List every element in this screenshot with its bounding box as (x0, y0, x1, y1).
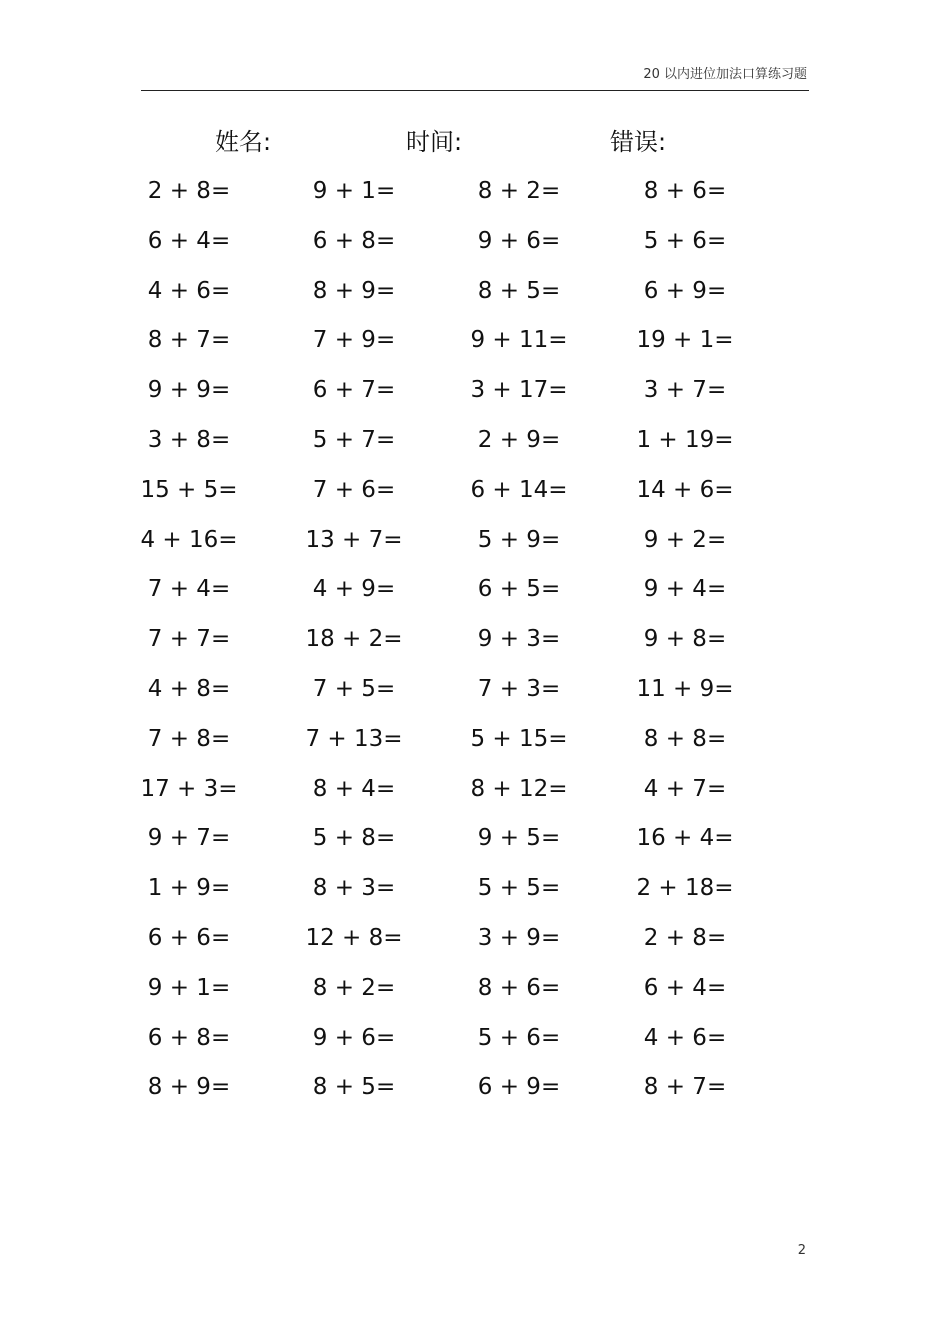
problem: 4 + 16= (140, 526, 238, 553)
problem: 6 + 6= (147, 924, 231, 951)
problem: 8 + 6= (643, 178, 727, 204)
problem-row (0, 765, 950, 815)
problem: 8 + 2= (477, 178, 561, 204)
problem: 7 + 3= (477, 675, 561, 702)
problem-row (0, 366, 950, 416)
problem: 2 + 8= (643, 924, 727, 951)
problem: 5 + 7= (312, 426, 396, 453)
problem: 6 + 5= (477, 576, 561, 603)
problem-grid (0, 167, 950, 1113)
problem: 9 + 7= (147, 825, 231, 852)
problem-row (0, 316, 950, 366)
problem-row (0, 814, 950, 864)
problem: 14 + 6= (636, 476, 734, 503)
problem: 8 + 9= (147, 1074, 231, 1101)
problem: 6 + 8= (312, 227, 396, 254)
problem: 4 + 6= (643, 1024, 727, 1051)
problem: 8 + 5= (312, 1074, 396, 1101)
problem: 7 + 4= (147, 576, 231, 603)
problem: 15 + 5= (140, 476, 238, 503)
problem: 7 + 7= (147, 626, 231, 653)
header-title: 20 以内进位加法口算练习题 (643, 67, 807, 82)
problem: 5 + 6= (643, 227, 727, 254)
problem: 6 + 8= (147, 1024, 231, 1051)
problem: 5 + 15= (470, 725, 568, 752)
problem: 6 + 7= (312, 377, 396, 404)
time-label: 时间: (406, 128, 463, 156)
problem-row (0, 715, 950, 765)
info-row (0, 124, 950, 160)
problem: 9 + 3= (477, 626, 561, 653)
problem: 8 + 8= (643, 725, 727, 752)
problem: 5 + 6= (477, 1024, 561, 1051)
problem: 9 + 5= (477, 825, 561, 852)
problem: 18 + 2= (305, 626, 403, 653)
problem-row (0, 964, 950, 1014)
problem: 3 + 7= (643, 377, 727, 404)
problem-row (0, 864, 950, 914)
problem-row (0, 416, 950, 466)
problem-row (0, 665, 950, 715)
problem: 8 + 4= (312, 775, 396, 802)
problem-row (0, 466, 950, 516)
problem: 6 + 4= (147, 227, 231, 254)
problem-row (0, 167, 950, 217)
problem: 4 + 9= (312, 576, 396, 603)
problem: 9 + 8= (643, 626, 727, 653)
problem-row (0, 217, 950, 267)
problem: 8 + 5= (477, 277, 561, 304)
problem: 8 + 9= (312, 277, 396, 304)
problem: 8 + 3= (312, 875, 396, 902)
problem: 9 + 6= (312, 1024, 396, 1051)
problem-row (0, 615, 950, 665)
problem: 8 + 6= (477, 974, 561, 1001)
problem: 4 + 7= (643, 775, 727, 802)
problem: 4 + 6= (147, 277, 231, 304)
problem: 13 + 7= (305, 526, 403, 553)
problem: 5 + 5= (477, 875, 561, 902)
problem: 3 + 17= (470, 377, 568, 404)
page-header (141, 66, 809, 91)
problem: 8 + 12= (470, 775, 568, 802)
problem: 5 + 8= (312, 825, 396, 852)
problem: 19 + 1= (636, 327, 734, 354)
problem: 12 + 8= (305, 924, 403, 951)
problem: 11 + 9= (636, 675, 734, 702)
problem: 8 + 7= (147, 327, 231, 354)
problem: 9 + 2= (643, 526, 727, 553)
problem: 2 + 9= (477, 426, 561, 453)
problem: 6 + 9= (477, 1074, 561, 1101)
problem: 9 + 4= (643, 576, 727, 603)
problem: 3 + 8= (147, 426, 231, 453)
problem: 8 + 7= (643, 1074, 727, 1101)
problem: 7 + 8= (147, 725, 231, 752)
problem-row (0, 1014, 950, 1064)
problem: 7 + 9= (312, 327, 396, 354)
problem: 4 + 8= (147, 675, 231, 702)
problem: 9 + 11= (470, 327, 568, 354)
problem: 7 + 13= (305, 725, 403, 752)
problem-row (0, 267, 950, 317)
problem: 7 + 5= (312, 675, 396, 702)
problem-row (0, 1063, 950, 1113)
problem: 9 + 1= (312, 178, 396, 204)
problem: 8 + 2= (312, 974, 396, 1001)
problem: 6 + 14= (470, 476, 568, 503)
name-label: 姓名: (215, 128, 272, 156)
problem: 7 + 6= (312, 476, 396, 503)
problem: 1 + 9= (147, 875, 231, 902)
problem: 9 + 9= (147, 377, 231, 404)
problem: 6 + 4= (643, 974, 727, 1001)
problem-row (0, 914, 950, 964)
problem-row (0, 516, 950, 566)
page-number: 2 (797, 1243, 806, 1258)
error-label: 错误: (610, 128, 667, 156)
problem: 9 + 1= (147, 974, 231, 1001)
problem: 2 + 18= (636, 875, 734, 902)
problem: 6 + 9= (643, 277, 727, 304)
problem: 1 + 19= (636, 426, 734, 453)
problem: 5 + 9= (477, 526, 561, 553)
problem: 3 + 9= (477, 924, 561, 951)
problem-row (0, 565, 950, 615)
problem: 2 + 8= (147, 178, 231, 204)
problem: 17 + 3= (140, 775, 238, 802)
problem: 16 + 4= (636, 825, 734, 852)
problem: 9 + 6= (477, 227, 561, 254)
